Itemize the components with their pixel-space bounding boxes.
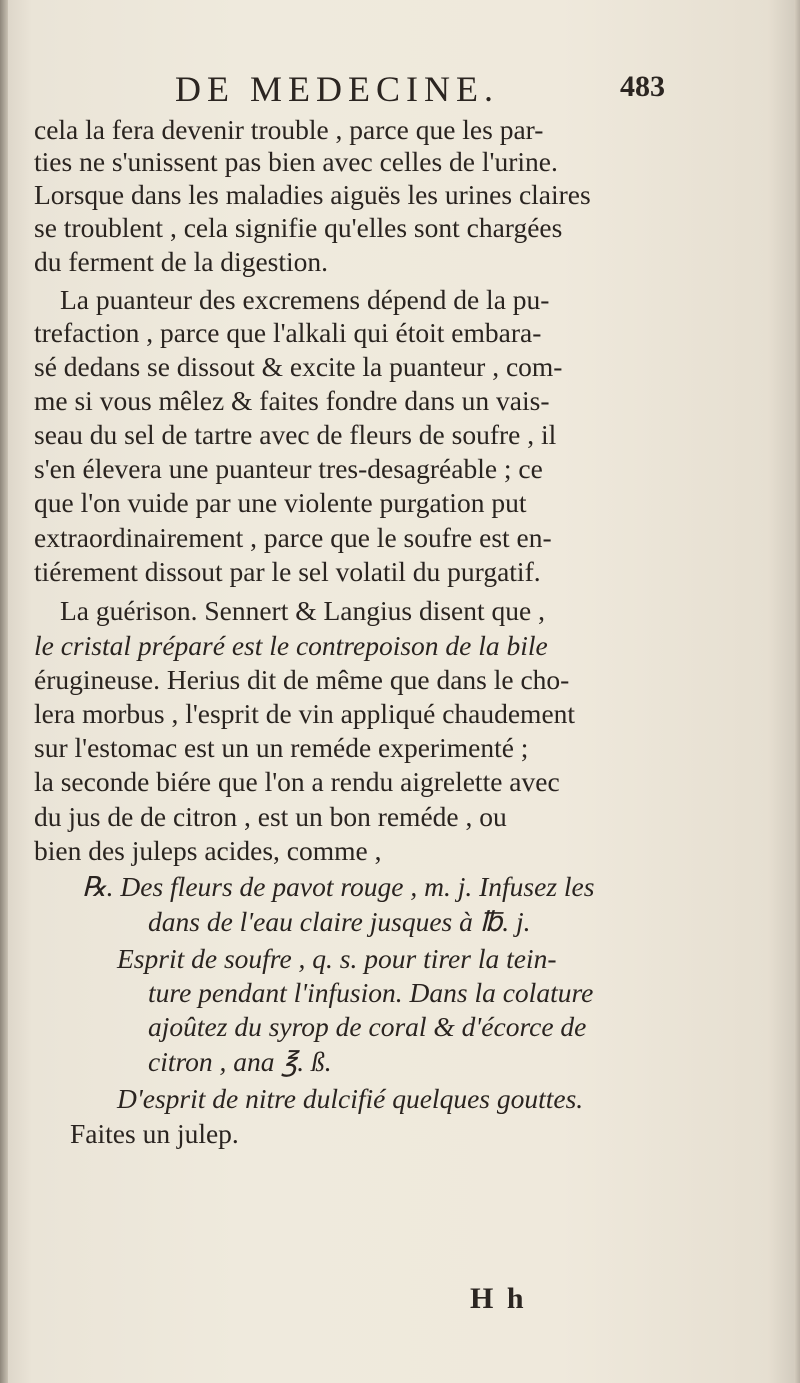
text-line: dans de l'eau claire jusques à ℔. j.: [148, 906, 531, 937]
signature-mark: H h: [470, 1282, 527, 1315]
text-line: Faites un julep.: [70, 1118, 239, 1149]
text-line: D'esprit de nitre dulcifié quelques gouttes.: [117, 1083, 584, 1114]
text-line: Esprit de soufre , q. s. pour tirer la tein-: [117, 943, 557, 974]
text-line: La guérison. Sennert & Langius disent que ,: [60, 595, 545, 626]
text-line: ajoûtez du syrop de coral & d'écorce de: [148, 1011, 587, 1042]
text-line: érugineuse. Herius dit de même que dans le cho-: [34, 664, 570, 695]
text-line: sur l'estomac est un un reméde experimenté ;: [34, 732, 529, 763]
text-line: sé dedans se dissout & excite la puanteur , com-: [34, 351, 563, 382]
text-line: La puanteur des excremens dépend de la pu-: [60, 284, 550, 315]
text-line: s'en élevera une puanteur tres-desagréable ; ce: [34, 453, 543, 484]
page-edge: [794, 0, 800, 1383]
text-line: cela la fera devenir trouble , parce que les par-: [34, 114, 544, 145]
text-line: seau du sel de tartre avec de fleurs de soufre , il: [34, 419, 557, 450]
running-header: [175, 68, 665, 112]
text-line: bien des juleps acides, comme ,: [34, 835, 382, 866]
text-line: la seconde biére que l'on a rendu aigrelette avec: [34, 766, 560, 797]
text-line: citron , ana ℥. ß.: [148, 1046, 332, 1077]
text-line: se troublent , cela signifie qu'elles sont chargées: [34, 212, 563, 243]
text-line: ture pendant l'infusion. Dans la colature: [148, 977, 594, 1008]
text-line: extraordinairement , parce que le soufre est en-: [34, 522, 552, 553]
text-line: du jus de de citron , est un bon reméde , ou: [34, 801, 507, 832]
text-line: tiérement dissout par le sel volatil du purgatif.: [34, 556, 541, 587]
text-line: du ferment de la digestion.: [34, 246, 329, 277]
text-line: me si vous mêlez & faites fondre dans un vais-: [34, 385, 550, 416]
page-number: 483: [620, 70, 665, 103]
text-line: trefaction , parce que l'alkali qui étoit embara-: [34, 317, 542, 348]
text-line: Lorsque dans les maladies aiguës les urines claires: [34, 179, 591, 210]
text-line: que l'on vuide par une violente purgation put: [34, 487, 527, 518]
text-line: le cristal préparé est le contrepoison de la bile: [34, 630, 548, 661]
text-line: lera morbus , l'esprit de vin appliqué chaudement: [34, 698, 576, 729]
text-line: ties ne s'unissent pas bien avec celles de l'urine.: [34, 146, 558, 177]
header-title: DE MEDECINE.: [175, 69, 499, 109]
text-line: ℞. Des fleurs de pavot rouge , m. j. Infusez les: [82, 871, 595, 902]
gutter-shadow: [0, 0, 8, 1383]
